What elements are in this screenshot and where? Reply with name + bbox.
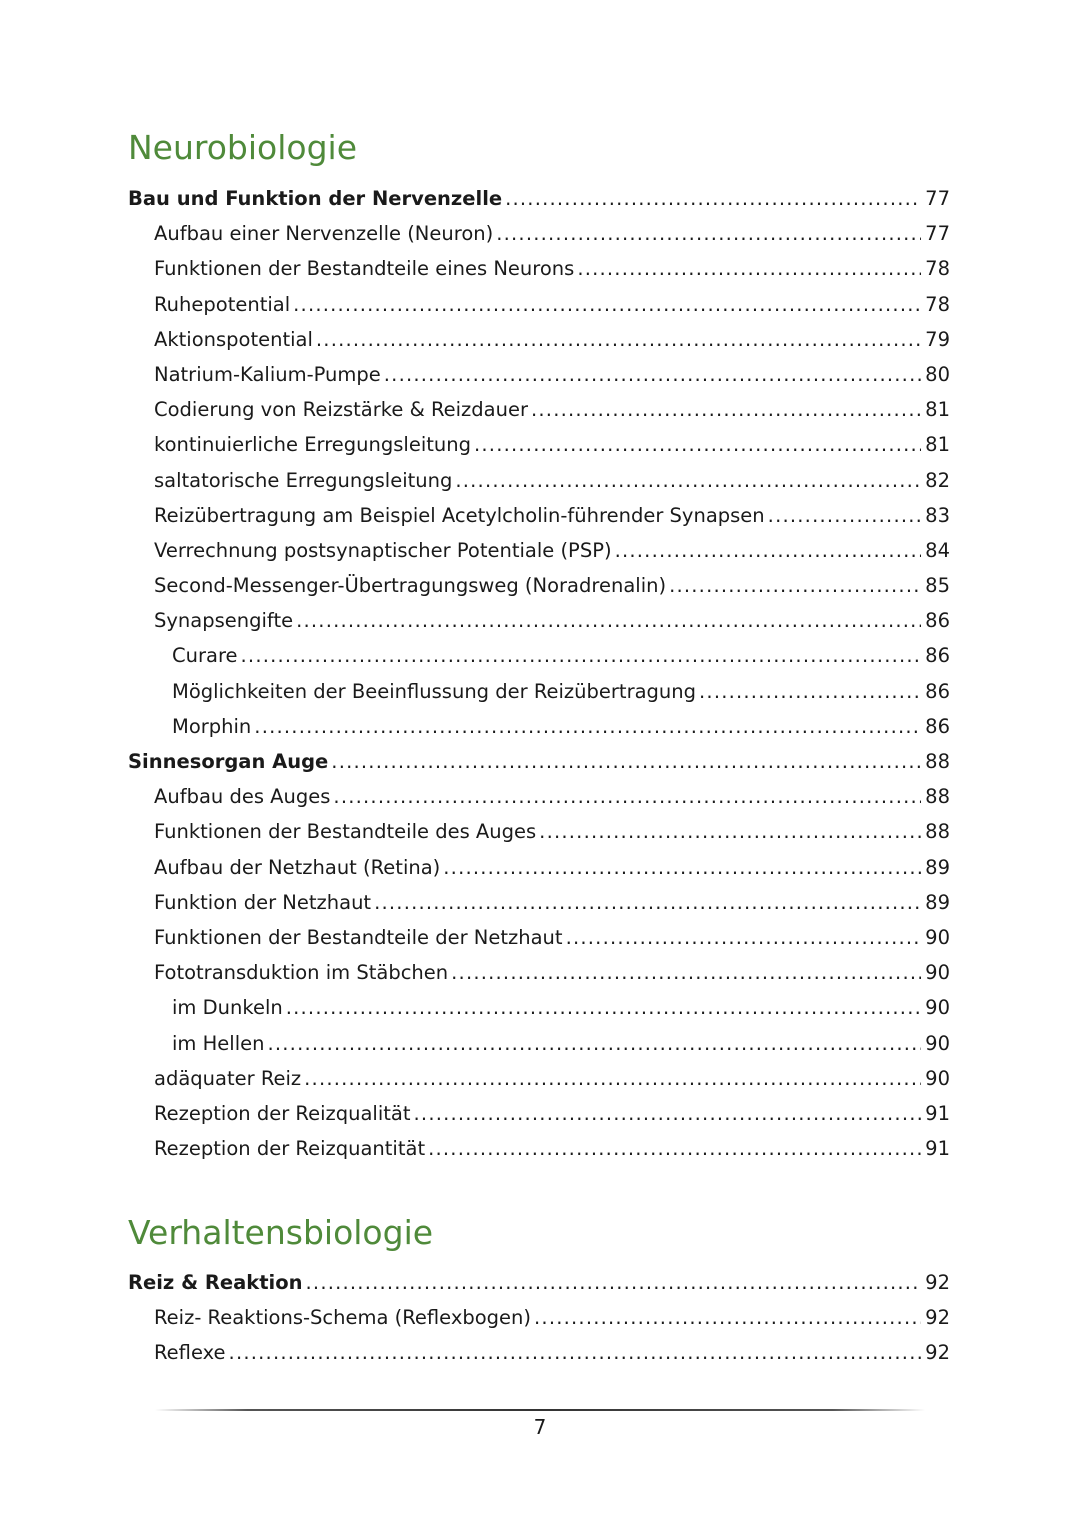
toc-entry[interactable] <box>128 568 950 603</box>
toc-entry-label: Funktion der Netzhaut <box>154 890 372 914</box>
toc-entry[interactable] <box>128 955 950 990</box>
toc-entry[interactable] <box>128 533 950 568</box>
toc-entry-page-number: 91 <box>925 1137 950 1161</box>
toc-entry-label: Reflexe <box>154 1341 226 1365</box>
toc-entry-page-number: 80 <box>925 362 950 386</box>
toc-entry[interactable] <box>128 638 950 673</box>
toc-dot-leader <box>384 357 921 392</box>
toc-entry-label: Second-Messenger-Übertragungsweg (Noradrenalin) <box>154 574 667 598</box>
toc-entry-label: Ruhepotential <box>154 292 291 316</box>
toc-entry[interactable] <box>128 744 950 779</box>
toc-dot-leader <box>316 322 921 357</box>
toc-entry-page-number: 86 <box>925 644 950 668</box>
toc-entry-page-number: 84 <box>925 538 950 562</box>
toc-dot-leader <box>496 216 921 251</box>
toc-entry-label: Rezeption der Reizquantität <box>154 1137 426 1161</box>
toc-entry[interactable] <box>128 850 950 885</box>
toc-entry-page-number: 86 <box>925 609 950 633</box>
toc-entry-label: saltatorische Erregungsleitung <box>154 468 453 492</box>
toc-dot-leader <box>428 1131 921 1166</box>
toc-entry[interactable] <box>128 1300 950 1335</box>
toc-entry-page-number: 90 <box>925 1031 950 1055</box>
toc-entry-page-number: 91 <box>925 1101 950 1125</box>
toc-entry-label: Codierung von Reizstärke & Reizdauer <box>154 398 528 422</box>
toc-entry-label: Aktionspotential <box>154 327 313 351</box>
toc-entry-label: Reiz- Reaktions-Schema (Reflexbogen) <box>154 1306 532 1330</box>
toc-entry-page-number: 89 <box>925 855 950 879</box>
toc-dot-leader <box>333 779 921 814</box>
toc-dot-leader <box>474 427 921 462</box>
toc-entry-label: Funktionen der Bestandteile der Netzhaut <box>154 925 563 949</box>
toc-entry-label: Curare <box>172 644 238 668</box>
toc-entry-label: Reiz & Reaktion <box>128 1271 303 1294</box>
toc-list-neurobiologie <box>128 181 950 1166</box>
toc-dot-leader <box>669 568 921 603</box>
toc-dot-leader <box>286 990 921 1025</box>
toc-entry-page-number: 82 <box>925 468 950 492</box>
toc-entry[interactable] <box>128 603 950 638</box>
toc-entry-label: Reizübertragung am Beispiel Acetylcholin-führender Synapsen <box>154 503 765 527</box>
toc-entry-page-number: 90 <box>925 996 950 1020</box>
toc-dot-leader <box>768 498 922 533</box>
toc-dot-leader <box>615 533 922 568</box>
toc-entry-label: Synapsengifte <box>154 609 294 633</box>
toc-entry-label: Aufbau einer Nervenzelle (Neuron) <box>154 222 494 246</box>
toc-dot-leader <box>451 955 921 990</box>
toc-entry-label: Fototransduktion im Stäbchen <box>154 961 449 985</box>
toc-dot-leader <box>331 744 921 779</box>
toc-entry-label: im Dunkeln <box>172 996 283 1020</box>
toc-entry[interactable] <box>128 709 950 744</box>
page-number: 7 <box>533 1415 547 1439</box>
toc-entry-page-number: 90 <box>925 961 950 985</box>
toc-dot-leader <box>443 850 921 885</box>
toc-dot-leader <box>534 1300 921 1335</box>
toc-dot-leader <box>699 674 921 709</box>
toc-entry-page-number: 92 <box>925 1306 950 1330</box>
toc-entry-page-number: 77 <box>925 187 950 210</box>
toc-entry-page-number: 90 <box>925 1066 950 1090</box>
toc-entry[interactable] <box>128 287 950 322</box>
toc-dot-leader <box>455 463 921 498</box>
toc-entry[interactable] <box>128 885 950 920</box>
section-title-verhaltensbiologie: Verhaltensbiologie <box>128 1213 434 1252</box>
toc-entry-page-number: 88 <box>925 785 950 809</box>
toc-entry[interactable] <box>128 1061 950 1096</box>
toc-entry-label: Verrechnung postsynaptischer Potentiale (PSP) <box>154 538 612 562</box>
toc-entry-label: Bau und Funktion der Nervenzelle <box>128 187 503 210</box>
toc-entry-page-number: 86 <box>925 714 950 738</box>
toc-entry-page-number: 88 <box>925 820 950 844</box>
toc-entry-page-number: 92 <box>925 1341 950 1365</box>
toc-entry-label: Aufbau des Auges <box>154 785 331 809</box>
toc-entry-label: Funktionen der Bestandteile des Auges <box>154 820 537 844</box>
toc-entry[interactable] <box>128 1335 950 1370</box>
toc-entry[interactable] <box>128 463 950 498</box>
toc-entry-page-number: 78 <box>925 257 950 281</box>
toc-entry[interactable] <box>128 920 950 955</box>
toc-dot-leader <box>304 1061 921 1096</box>
toc-entry[interactable] <box>128 990 950 1025</box>
toc-entry-label: Natrium-Kalium-Pumpe <box>154 362 381 386</box>
toc-entry-label: Funktionen der Bestandteile eines Neurons <box>154 257 575 281</box>
toc-dot-leader <box>241 638 922 673</box>
toc-entry[interactable] <box>128 322 950 357</box>
toc-entry-page-number: 83 <box>925 503 950 527</box>
toc-entry[interactable] <box>128 498 950 533</box>
toc-entry[interactable] <box>128 392 950 427</box>
toc-entry[interactable] <box>128 674 950 709</box>
toc-dot-leader <box>296 603 921 638</box>
footer-divider <box>155 1409 925 1411</box>
toc-dot-leader <box>374 885 921 920</box>
toc-entry-page-number: 85 <box>925 574 950 598</box>
toc-dot-leader <box>254 709 921 744</box>
toc-entry[interactable] <box>128 251 950 286</box>
toc-entry[interactable] <box>128 1026 950 1061</box>
toc-dot-leader <box>306 1265 922 1300</box>
toc-entry-label: Möglichkeiten der Beeinflussung der Reizübertragung <box>172 679 697 703</box>
section-title-neurobiologie: Neurobiologie <box>128 128 358 167</box>
toc-dot-leader <box>539 814 921 849</box>
toc-dot-leader <box>267 1026 921 1061</box>
toc-entry-page-number: 81 <box>925 398 950 422</box>
toc-entry-page-number: 77 <box>925 222 950 246</box>
toc-entry[interactable] <box>128 216 950 251</box>
toc-entry[interactable] <box>128 779 950 814</box>
toc-dot-leader <box>505 181 921 216</box>
toc-entry-label: kontinuierliche Erregungsleitung <box>154 433 471 457</box>
toc-dot-leader <box>577 251 921 286</box>
toc-entry[interactable] <box>128 1096 950 1131</box>
toc-entry-label: Aufbau der Netzhaut (Retina) <box>154 855 441 879</box>
toc-entry-page-number: 90 <box>925 925 950 949</box>
toc-dot-leader <box>531 392 921 427</box>
toc-entry-page-number: 78 <box>925 292 950 316</box>
toc-entry-label: adäquater Reiz <box>154 1066 302 1090</box>
toc-entry-page-number: 81 <box>925 433 950 457</box>
toc-entry[interactable] <box>128 814 950 849</box>
toc-list-verhaltensbiologie <box>128 1265 950 1371</box>
toc-entry[interactable] <box>128 181 950 216</box>
toc-entry-label: im Hellen <box>172 1031 265 1055</box>
toc-dot-leader <box>229 1335 922 1370</box>
toc-entry-label: Morphin <box>172 714 252 738</box>
toc-dot-leader <box>414 1096 922 1131</box>
toc-dot-leader <box>566 920 922 955</box>
toc-entry[interactable] <box>128 1131 950 1166</box>
toc-entry[interactable] <box>128 1265 950 1300</box>
toc-entry-page-number: 92 <box>925 1271 950 1294</box>
toc-entry-page-number: 86 <box>925 679 950 703</box>
toc-entry-page-number: 79 <box>925 327 950 351</box>
toc-entry-page-number: 88 <box>925 750 950 773</box>
toc-entry-label: Sinnesorgan Auge <box>128 750 329 773</box>
toc-entry[interactable] <box>128 427 950 462</box>
toc-entry-page-number: 89 <box>925 890 950 914</box>
toc-entry-label: Rezeption der Reizqualität <box>154 1101 411 1125</box>
toc-dot-leader <box>293 287 921 322</box>
toc-entry[interactable] <box>128 357 950 392</box>
